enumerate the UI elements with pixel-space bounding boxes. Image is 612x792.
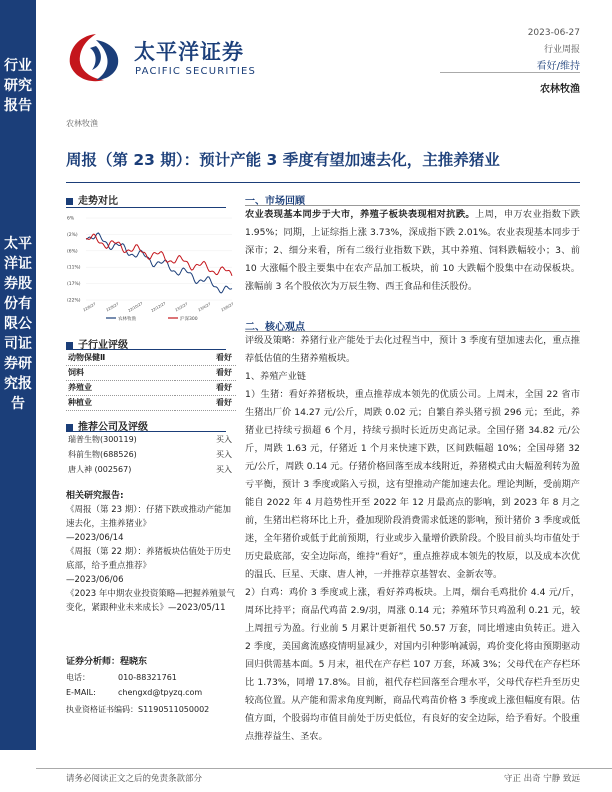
y-tick-label: 6% — [67, 216, 75, 222]
title-divider — [66, 182, 580, 183]
report-date: 2023-06-27 — [527, 28, 580, 38]
analyst-license: 执业资格证书编码：S1190511050002 — [66, 705, 210, 714]
company-name: 瑞普生物(300119) — [68, 435, 137, 444]
analyst-heading: 证券分析师：程晓东 — [66, 657, 148, 667]
sub-industry-rating: 看好 — [175, 380, 236, 395]
legend-label-hs300: 沪深300 — [180, 317, 198, 322]
sub-industry-name: 种植业 — [66, 395, 175, 410]
sub-industry-table — [66, 350, 236, 411]
x-tick-label: 23/6/27 — [220, 301, 235, 313]
industry-name: 农林牧渔 — [540, 84, 580, 95]
breadcrumb: 农林牧渔 — [66, 119, 98, 128]
sub-industry-name: 饲料 — [66, 365, 175, 380]
related-reports-heading: 相关研究报告: — [66, 491, 124, 501]
core-view-heading: 二、核心观点 — [245, 322, 305, 333]
x-tick-label: 22/6/27 — [82, 301, 97, 313]
chart-legend — [106, 315, 198, 322]
market-review-lead: 农业表现基本同步于大市，养殖子板块表现相对抗跌。 — [245, 209, 475, 220]
company-rating: 买入 — [216, 450, 232, 459]
pig-paragraph: 1）生猪：看好养猪板块，重点推荐成本领先的优质公司。上周末，全国 22 省市生猪出厂价 14.27 元/公斤，周跌 0.02 元；自繁自养头猪亏损 296 元；至此，养猪业已持续亏损超 6 个月，持续亏损时长近历史高记录。全国仔猪 34.82 元/公斤，周跌 1.63 元，仔猪近 1 个月来快速下跌，区间跌幅超 10%；全国母猪 32 元/公斤，周跌 0.14 元。仔猪价格回落至成本线附近，养猪模式由大幅盈利转为盈亏平衡，预计 3 季度或陷入亏损，这有望推动产能加速去化。理论判断，受前期产能自 2022 年 4 月趋势性开至 2022 年 12 月最高点的影响，到 2023 年 8 月之前，生猪出栏将环比上升，叠加现阶段消费需求低迷的影响，预计猪价 3 季度或低迷，全年猪价或低于此前预期，行业或步入量增价跌阶段。个股目前头均市值处于历史最底部，安全边际高，维持“看好”，重点推荐成本领先的牧原，以及成本次优的温氏、巨星、天康、唐人神，一并推荐京基智农、金新农等。 — [245, 389, 580, 580]
trend-divider — [66, 207, 226, 208]
related-report-item: 《2023 年中期农业投资策略—把握养殖景气变化，紧跟种业未来成长》—2023/05/11 — [66, 589, 235, 613]
sub-industry-rating: 看好 — [175, 365, 236, 380]
analyst-phone: 电话： 010-88321761 — [66, 673, 177, 682]
market-review-paragraph — [245, 206, 580, 296]
market-review-body: 上周，申万农业指数下跌 1.95%；同期，上证综指上涨 3.73%，深成指下跌 2.01%。农业表现基本同步于深市；2、细分来看，所有二级行业指数下跌，其中养殖、饲料跌幅较小；3、前 10 大涨幅个股主要集中在农产品加工板块，前 10 大跌幅个股集中在动保板块。涨幅前 3 名个股依次为万辰生物、西王食品和佳沃股份。 — [245, 209, 580, 292]
trend-chart — [66, 212, 236, 324]
analyst-email: E-MAIL: chengxd@tpyzq.com — [66, 688, 203, 697]
y-tick-label: (2%) — [67, 232, 78, 238]
sub-industry-name: 养殖业 — [66, 380, 175, 395]
related-report-date: —2023/06/14 — [66, 533, 124, 543]
pacific-logo-icon — [66, 32, 126, 84]
related-report-date: —2023/06/06 — [66, 575, 124, 585]
x-tick-label: 23/4/27 — [197, 301, 212, 313]
legend-label-agri: 农林牧渔 — [118, 317, 136, 322]
square-bullet-icon — [66, 198, 73, 205]
y-tick-label: (17%) — [67, 282, 81, 288]
brand-name-cn: 太平洋证券 — [134, 40, 244, 64]
x-tick-label: 22/8/27 — [105, 301, 120, 313]
series-line-hs300 — [86, 234, 232, 276]
sub-industry-name: 动物保健Ⅱ — [66, 350, 175, 365]
table-row — [66, 447, 236, 462]
footer-disclaimer: 请务必阅读正文之后的免责条款部分 — [66, 774, 203, 784]
footer-motto: 守正 出奇 宁静 致远 — [503, 774, 580, 784]
y-tick-label: (11%) — [67, 265, 81, 271]
chain-subheading: 1、养殖产业链 — [245, 371, 306, 382]
related-report-item: 《周报（第 23 期）：仔猪下跌或推动产能加速去化，主推养猪业》 — [66, 505, 231, 529]
x-tick-label: 23/2/27 — [174, 301, 189, 313]
trend-heading: 走势对比 — [66, 192, 118, 207]
strategy-paragraph: 评级及策略：养猪行业产能处于去化过程当中，预计 3 季度有望加速去化，重点推荐低估值的生猪养殖板块。 — [245, 335, 580, 364]
core-view-body — [245, 332, 580, 746]
table-row — [66, 395, 236, 410]
company-name: 唐人神 (002567) — [68, 465, 132, 474]
sidebar-vertical-company: 太平洋证券股份有限公司证券研究报告 — [4, 236, 32, 412]
x-tick-label: 22/12/27 — [150, 301, 167, 313]
sub-industry-heading: 子行业评级 — [66, 336, 128, 351]
market-review-heading: 一、市场回顾 — [245, 196, 305, 207]
square-bullet-icon — [66, 424, 73, 431]
related-report-item: 《周报（第 22 期）：养猪板块估值处于历史底部，给予重点推荐》 — [66, 547, 231, 571]
square-bullet-icon — [66, 342, 73, 349]
footer-divider — [36, 768, 612, 769]
sub-industry-rating: 看好 — [175, 350, 236, 365]
table-row — [66, 380, 236, 395]
report-type: 行业周报 — [543, 45, 580, 55]
table-row — [66, 432, 236, 447]
sub-industry-rating: 看好 — [175, 395, 236, 410]
y-tick-label: (6%) — [67, 249, 78, 255]
header-divider — [440, 72, 580, 73]
brand-name-en: PACIFIC SECURITIES — [135, 66, 257, 77]
companies-heading: 推荐公司及评级 — [66, 418, 148, 433]
industry-rating: 看好/维持 — [536, 61, 580, 72]
table-row — [66, 350, 236, 365]
email-link[interactable]: chengxd@tpyzq.com — [118, 688, 203, 697]
company-name: 科前生物(688526) — [68, 450, 137, 459]
sidebar-vertical-label: 行业研究报告 — [4, 58, 32, 114]
x-tick-label: 22/10/27 — [127, 301, 144, 313]
table-row — [66, 462, 236, 477]
company-rating: 买入 — [216, 435, 232, 444]
table-row — [66, 365, 236, 380]
companies-table — [66, 432, 236, 477]
company-rating: 买入 — [216, 465, 232, 474]
related-reports-list — [66, 503, 238, 615]
page-title: 周报（第 23 期）：预计产能 3 季度有望加速去化，主推养猪业 — [66, 151, 500, 169]
series-line-agri — [86, 233, 232, 293]
poultry-paragraph: 2）白鸡：鸡价 3 季度或上涨，看好养鸡板块。上周，烟台毛鸡批价 4.4 元/斤，周环比持平；商品代鸡苗 2.9/羽，周涨 0.14 元；养殖环节只鸡盈利 0.21 元，较上周扭亏为盈。行业前 5 月累计更新祖代 50.57 万套，同比增速由负转正。进入 2 季度，美国禽流感疫情明显减少，对国内引种影响减弱，鸡价变化将由预期驱动回归供需基本面。5 月末，祖代在产存栏 107 万套，环减 3%；父母代在产存栏环比 1.73%，同增 17.8%。目前，祖代存栏回落至合理水平，父母代存栏升至历史较高位置。从产能和需求角度判断，商品代鸡苗价格 3 季度或上涨但幅度有限。估值方面，个股弱均市值目前处于历史低位，有良好的安全边际，给予看好。个股重点推荐益生、圣农。 — [245, 587, 580, 742]
y-tick-label: (22%) — [67, 298, 81, 304]
